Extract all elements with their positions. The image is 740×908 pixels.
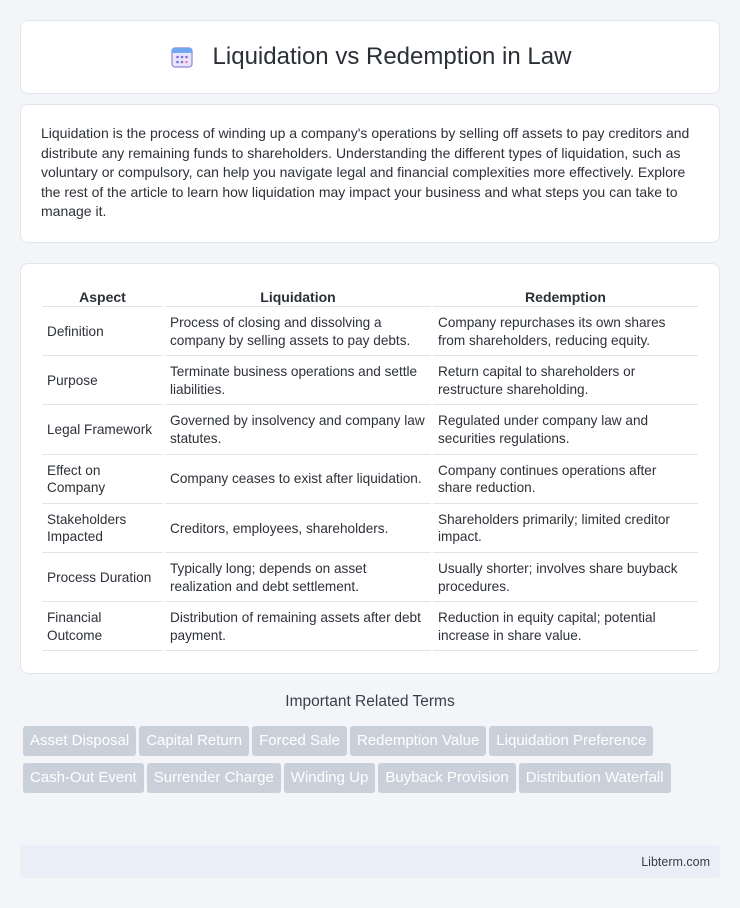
liquidation-cell: Company ceases to exist after liquidation. <box>165 455 431 504</box>
aspect-cell: Legal Framework <box>42 405 163 454</box>
table-row <box>42 455 698 504</box>
column-header-redemption: Redemption <box>433 284 698 307</box>
comparison-table <box>40 284 700 651</box>
liquidation-cell: Typically long; depends on asset realization and debt settlement. <box>165 553 431 602</box>
liquidation-cell: Creditors, employees, shareholders. <box>165 504 431 553</box>
term-tag[interactable]: Surrender Charge <box>147 763 281 793</box>
table-row <box>42 356 698 405</box>
term-tag[interactable]: Asset Disposal <box>23 726 136 756</box>
table-row <box>42 405 698 454</box>
redemption-cell: Company continues operations after share reduction. <box>433 455 698 504</box>
liquidation-cell: Governed by insolvency and company law statutes. <box>165 405 431 454</box>
term-tag[interactable]: Liquidation Preference <box>489 726 653 756</box>
term-tag[interactable]: Buyback Provision <box>378 763 515 793</box>
intro-text: Liquidation is the process of winding up a company's operations by selling off assets to pay creditors and distribute any remaining funds to shareholders. Understanding the different types of liquidation, such as voluntary or compulsory, can help you navigate legal and financial complexities more effectively. Explore the rest of the article to learn how liquidation may impact your business and what steps you can take to manage it. <box>41 125 690 220</box>
term-tag[interactable]: Capital Return <box>139 726 249 756</box>
aspect-cell: Process Duration <box>42 553 163 602</box>
term-tag[interactable]: Forced Sale <box>252 726 347 756</box>
liquidation-cell: Distribution of remaining assets after debt payment. <box>165 602 431 651</box>
page-title: Liquidation vs Redemption in Law <box>212 43 572 70</box>
redemption-cell: Company repurchases its own shares from shareholders, reducing equity. <box>433 307 698 356</box>
related-terms-heading: Important Related Terms <box>285 693 455 710</box>
term-tag[interactable]: Winding Up <box>284 763 376 793</box>
table-row <box>42 602 698 651</box>
redemption-cell: Usually shorter; involves share buyback procedures. <box>433 553 698 602</box>
redemption-cell: Regulated under company law and securities regulations. <box>433 405 698 454</box>
footer <box>20 845 720 878</box>
site-link[interactable]: Libterm.com <box>641 854 710 869</box>
liquidation-cell: Terminate business operations and settle liabilities. <box>165 356 431 405</box>
table-row <box>42 553 698 602</box>
aspect-cell: Purpose <box>42 356 163 405</box>
table-row <box>42 307 698 356</box>
table-row <box>42 504 698 553</box>
redemption-cell: Reduction in equity capital; potential increase in share value. <box>433 602 698 651</box>
redemption-cell: Return capital to shareholders or restructure shareholding. <box>433 356 698 405</box>
title-card <box>20 20 720 94</box>
aspect-cell: Definition <box>42 307 163 356</box>
term-tag[interactable]: Distribution Waterfall <box>519 763 671 793</box>
table-header-row <box>42 284 698 307</box>
aspect-cell: Stakeholders Impacted <box>42 504 163 553</box>
term-tag[interactable]: Redemption Value <box>350 726 486 756</box>
calendar-icon <box>169 44 195 70</box>
column-header-aspect: Aspect <box>42 284 163 307</box>
term-tag[interactable]: Cash-Out Event <box>23 763 144 793</box>
intro-card <box>20 104 720 243</box>
column-header-liquidation: Liquidation <box>165 284 431 307</box>
redemption-cell: Shareholders primarily; limited creditor impact. <box>433 504 698 553</box>
related-terms-list <box>23 726 723 800</box>
comparison-card <box>20 263 720 674</box>
aspect-cell: Financial Outcome <box>42 602 163 651</box>
aspect-cell: Effect on Company <box>42 455 163 504</box>
liquidation-cell: Process of closing and dissolving a company by selling assets to pay debts. <box>165 307 431 356</box>
